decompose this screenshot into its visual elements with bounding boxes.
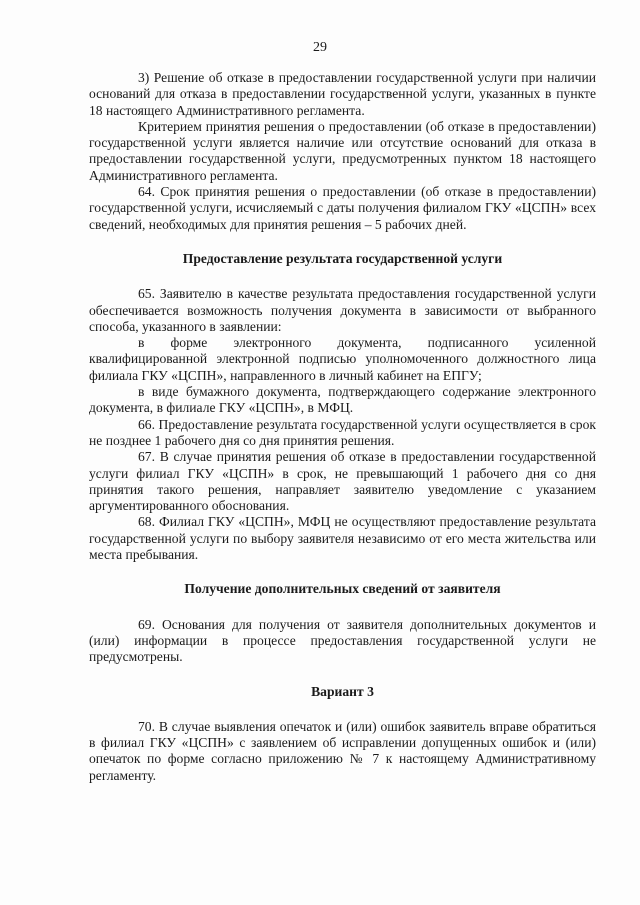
paragraph-64: 64. Срок принятия решения о предоставлении (об отказе в предоставлении) государственной услуги, исчисляемый с даты получения филиалом ГКУ «ЦСПН» всех сведений, необходимых для принятия решения – 5 рабочих дней. (89, 184, 596, 232)
paragraph-70: 70. В случае выявления опечаток и (или) ошибок заявитель вправе обратиться в филиал ГКУ «ЦСПН» с заявлением об исправлении допущенных ошибок и (или) опечаток по форме согласно приложению № 7 к настоящему Административному регламенту. (89, 718, 596, 783)
section-heading-result: Предоставление результата государственной услуги (182, 250, 503, 266)
paragraph-decision-criterion: Критерием принятия решения о предоставлении (об отказе в предоставлении) государственной услуги является наличие или отсутствие оснований для отказа в предоставлении государственной услуги, предусмотренных пунктом 18 настоящего Административного регламента. (89, 118, 596, 183)
page-number: 29 (313, 40, 327, 55)
section-heading-variant-3: Вариант 3 (311, 683, 374, 699)
document-body (89, 70, 596, 784)
paragraph-67: 67. В случае принятия решения об отказе в предоставлении государственной услуги филиал ГКУ «ЦСПН» в срок, не превышающий 1 рабочего дня со дня принятия такого решения, направляет заявителю уведомление с указанием аргументированного обоснования. (89, 449, 596, 514)
paragraph-65-electronic: в форме электронного документа, подписанного усиленной квалифицированной электронной подписью уполномоченного должностного лица филиала ГКУ «ЦСПН», направленного в личный кабинет на ЕПГУ; (89, 335, 596, 383)
paragraph-66: 66. Предоставление результата государственной услуги осуществляется в срок не позднее 1 рабочего дня со дня принятия решения. (89, 416, 596, 448)
paragraph-decision-refusal: 3) Решение об отказе в предоставлении государственной услуги при наличии оснований для отказа в предоставлении государственной услуги, указанных в пункте 18 настоящего Административного регламента. (89, 70, 596, 118)
paragraph-69: 69. Основания для получения от заявителя дополнительных документов и (или) информации в процессе предоставления государственной услуги не предусмотрены. (89, 616, 596, 665)
paragraph-68: 68. Филиал ГКУ «ЦСПН», МФЦ не осуществляют предоставление результата государственной услуги по выбору заявителя независимо от его места жительства или места пребывания. (89, 514, 596, 563)
paragraph-65: 65. Заявителю в качестве результата предоставления государственной услуги обеспечивается возможность получения документа в зависимости от выбранного способа, указанного в заявлении: (89, 286, 596, 334)
paragraph-65-paper: в виде бумажного документа, подтверждающего содержание электронного документа, в филиале ГКУ «ЦСПН», в МФЦ. (89, 384, 596, 416)
section-heading-additional-info: Получение дополнительных сведений от заявителя (184, 581, 501, 597)
